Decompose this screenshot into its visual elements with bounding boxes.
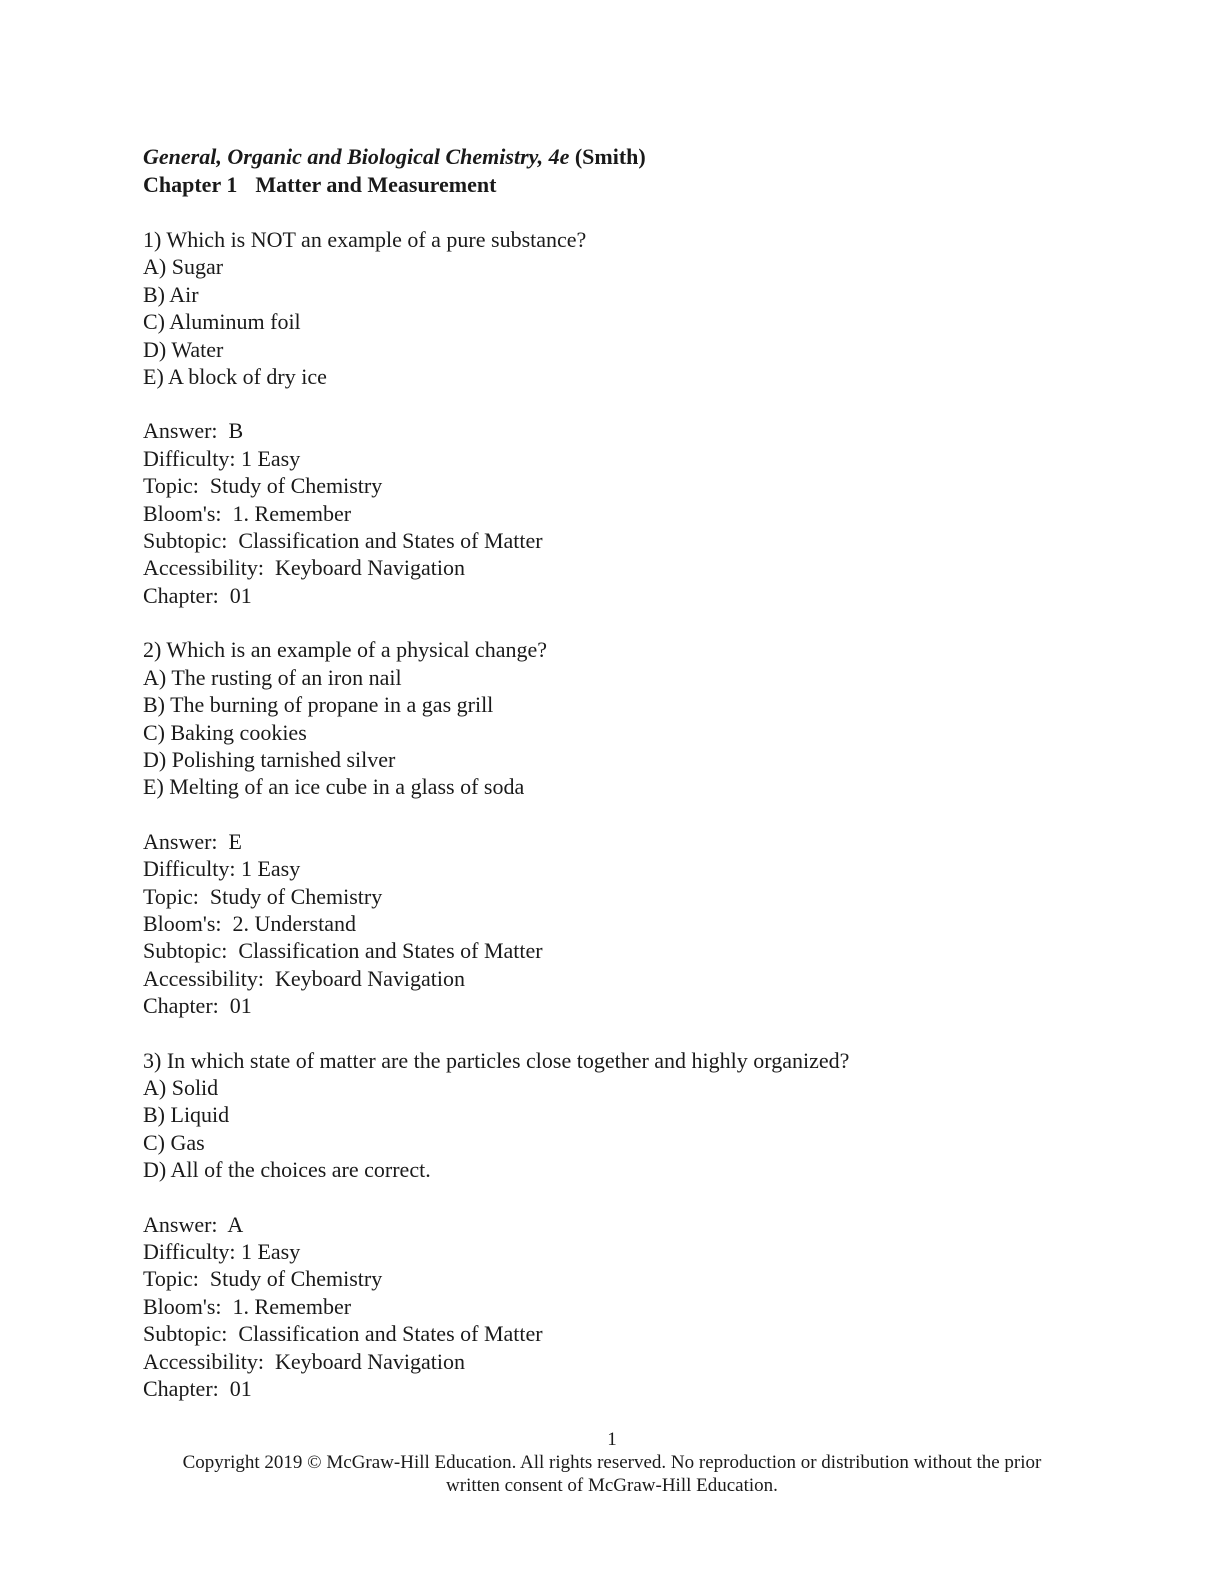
answer-choice: E) Melting of an ice cube in a glass of soda bbox=[143, 774, 525, 800]
answer-choice: E) A block of dry ice bbox=[143, 364, 327, 390]
metadata-line: Chapter: 01 bbox=[143, 582, 252, 608]
metadata-line: Answer: E bbox=[143, 828, 242, 854]
question-prompt: 3) In which state of matter are the particles close together and highly organized? bbox=[143, 1047, 850, 1073]
metadata-line: Difficulty: 1 Easy bbox=[143, 856, 301, 882]
metadata-line: Subtopic: Classification and States of Matter bbox=[143, 938, 543, 964]
metadata-line: Accessibility: Keyboard Navigation bbox=[143, 1348, 465, 1374]
chapter-heading bbox=[143, 171, 1103, 199]
answer-choice: B) Air bbox=[143, 281, 199, 307]
metadata-line: Accessibility: Keyboard Navigation bbox=[143, 965, 465, 991]
answer-choice: C) Baking cookies bbox=[143, 719, 307, 745]
answer-choice: D) Polishing tarnished silver bbox=[143, 746, 396, 772]
answer-choice: A) The rusting of an iron nail bbox=[143, 664, 402, 690]
question-metadata bbox=[143, 417, 1103, 609]
metadata-line: Chapter: 01 bbox=[143, 1376, 252, 1402]
question-block bbox=[143, 1047, 1103, 1403]
question-metadata bbox=[143, 828, 1103, 1020]
book-title-line bbox=[143, 143, 1103, 171]
question-metadata bbox=[143, 1211, 1103, 1403]
book-title: General, Organic and Biological Chemistry, 4e bbox=[143, 144, 570, 169]
answer-choice: D) Water bbox=[143, 336, 224, 362]
answer-choice: C) Aluminum foil bbox=[143, 309, 301, 335]
answer-choice: B) The burning of propane in a gas grill bbox=[143, 692, 494, 718]
question-list bbox=[143, 226, 1103, 1402]
question-block bbox=[143, 636, 1103, 1019]
metadata-line: Accessibility: Keyboard Navigation bbox=[143, 555, 465, 581]
page-number: 1 bbox=[607, 1429, 617, 1450]
chapter-label: Chapter 1 bbox=[143, 172, 238, 197]
question-block bbox=[143, 226, 1103, 609]
metadata-line: Chapter: 01 bbox=[143, 993, 252, 1019]
answer-choice: A) Sugar bbox=[143, 254, 224, 280]
answer-choice: A) Solid bbox=[143, 1074, 219, 1100]
metadata-line: Subtopic: Classification and States of Matter bbox=[143, 528, 543, 554]
answer-choice: C) Gas bbox=[143, 1129, 205, 1155]
answer-choice: B) Liquid bbox=[143, 1102, 230, 1128]
copyright-line-2: written consent of McGraw-Hill Education. bbox=[446, 1475, 778, 1496]
page-footer bbox=[0, 1428, 1224, 1497]
book-author: (Smith) bbox=[574, 144, 646, 169]
metadata-line: Bloom's: 1. Remember bbox=[143, 500, 352, 526]
answer-choice: D) All of the choices are correct. bbox=[143, 1157, 431, 1183]
metadata-line: Difficulty: 1 Easy bbox=[143, 1239, 301, 1264]
metadata-line: Topic: Study of Chemistry bbox=[143, 883, 383, 909]
question-prompt: 1) Which is NOT an example of a pure substance? bbox=[143, 227, 587, 252]
metadata-line: Answer: A bbox=[143, 1211, 244, 1237]
question-prompt: 2) Which is an example of a physical change? bbox=[143, 637, 547, 663]
metadata-line: Bloom's: 2. Understand bbox=[143, 910, 356, 936]
metadata-line: Answer: B bbox=[143, 418, 244, 444]
metadata-line: Bloom's: 1. Remember bbox=[143, 1293, 352, 1319]
document-page bbox=[143, 143, 1103, 1402]
copyright-line-1: Copyright 2019 © McGraw-Hill Education. All rights reserved. No reproduction or distribution without the prior bbox=[182, 1452, 1042, 1473]
metadata-line: Topic: Study of Chemistry bbox=[143, 473, 383, 499]
chapter-title: Matter and Measurement bbox=[255, 172, 497, 197]
metadata-line: Topic: Study of Chemistry bbox=[143, 1266, 383, 1292]
metadata-line: Subtopic: Classification and States of Matter bbox=[143, 1321, 543, 1347]
metadata-line: Difficulty: 1 Easy bbox=[143, 445, 301, 471]
